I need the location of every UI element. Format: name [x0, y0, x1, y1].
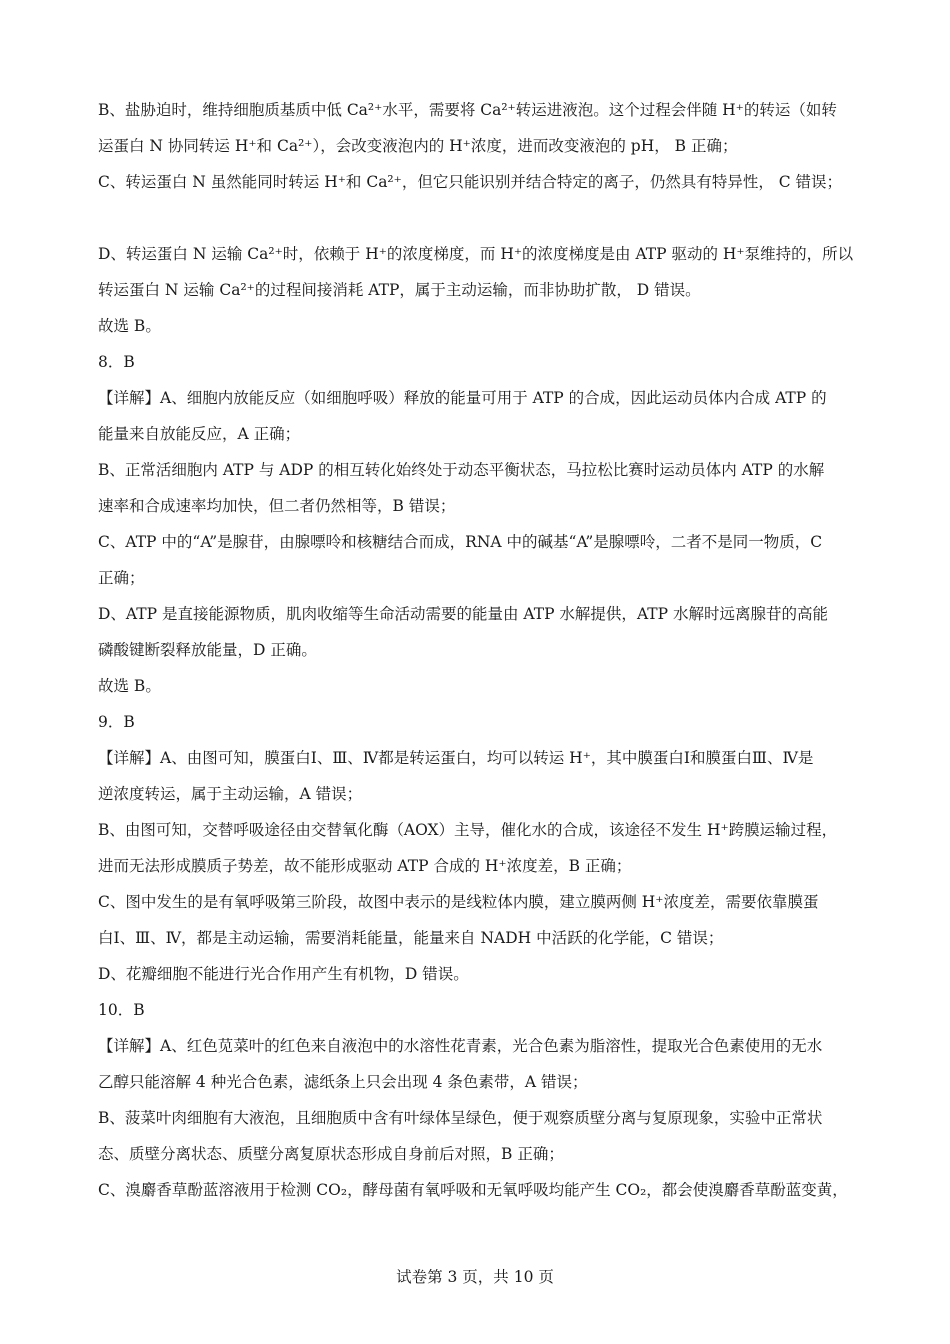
text-line: D、转运蛋白 N 运输 Ca²⁺时，依赖于 H⁺的浓度梯度，而 H⁺的浓度梯度是由 ATP 驱动的 H⁺泵维持的，所以	[98, 245, 854, 263]
text-line: 速率和合成速率均加快，但二者仍然相等，B 错误；	[98, 497, 456, 515]
text-line: 【详解】A、由图可知，膜蛋白Ⅰ、Ⅲ、Ⅳ都是转运蛋白，均可以转运 H⁺，其中膜蛋白Ⅰ和膜蛋白Ⅲ、Ⅳ是	[98, 749, 814, 767]
text-line: 正确；	[98, 569, 145, 587]
text-line: 磷酸键断裂释放能量，D 正确。	[98, 641, 317, 659]
text-line: 【详解】A、红色苋菜叶的红色来自液泡中的水溶性花青素，光合色素为脂溶性，提取光合色素使用的无水	[98, 1037, 823, 1055]
question-number: 10．B	[98, 1001, 145, 1019]
text-line: C、转运蛋白 N 虽然能同时转运 H⁺和 Ca²⁺，但它只能识别并结合特定的离子，仍然具有特异性， C 错误；	[98, 173, 843, 191]
text-line: 态、质壁分离状态、质壁分离复原状态形成自身前后对照，B 正确；	[98, 1145, 564, 1163]
text-line: B、菠菜叶肉细胞有大液泡，且细胞质中含有叶绿体呈绿色，便于观察质壁分离与复原现象，实验中正常状	[98, 1109, 823, 1127]
question-number: 8．B	[98, 353, 135, 371]
text-line: B、正常活细胞内 ATP 与 ADP 的相互转化始终处于动态平衡状态，马拉松比赛时运动员体内 ATP 的水解	[98, 461, 825, 479]
text-line: 故选 B。	[98, 677, 161, 695]
question-number: 9．B	[98, 713, 135, 731]
text-line: 逆浓度转运，属于主动运输，A 错误；	[98, 785, 363, 803]
text-line: B、由图可知，交替呼吸途径由交替氧化酶（AOX）主导，催化水的合成，该途径不发生 H⁺跨膜运输过程，	[98, 821, 838, 839]
text-line: B、盐胁迫时，维持细胞质基质中低 Ca²⁺水平，需要将 Ca²⁺转运进液泡。这个过程会伴随 H⁺的转运（如转	[98, 101, 837, 119]
text-line: 转运蛋白 N 运输 Ca²⁺的过程间接消耗 ATP，属于主动运输，而非协助扩散， D 错误。	[98, 281, 701, 299]
text-line: D、花瓣细胞不能进行光合作用产生有机物，D 错误。	[98, 965, 469, 983]
text-line: C、溴麝香草酚蓝溶液用于检测 CO₂，酵母菌有氧呼吸和无氧呼吸均能产生 CO₂，都会使溴麝香草酚蓝变黄，	[98, 1181, 848, 1199]
answer-text	[98, 92, 858, 1208]
text-line: 能量来自放能反应，A 正确；	[98, 425, 301, 443]
text-line: 故选 B。	[98, 317, 161, 335]
text-line: D、ATP 是直接能源物质，肌肉收缩等生命活动需要的能量由 ATP 水解提供，ATP 水解时远离腺苷的高能	[98, 605, 828, 623]
text-line: 运蛋白 N 协同转运 H⁺和 Ca²⁺），会改变液泡内的 H⁺浓度，进而改变液泡的 pH， B 正确；	[98, 137, 738, 155]
page-footer: 试卷第 3 页，共 10 页	[396, 1268, 554, 1286]
text-line: C、ATP 中的“A”是腺苷，由腺嘌呤和核糖结合而成，RNA 中的碱基“A”是腺嘌呤，二者不是同一物质，C	[98, 533, 823, 551]
text-line: 进而无法形成膜质子势差，故不能形成驱动 ATP 合成的 H⁺浓度差，B 正确；	[98, 857, 632, 875]
text-line: 乙醇只能溶解 4 种光合色素，滤纸条上只会出现 4 条色素带，A 错误；	[98, 1073, 588, 1091]
text-line: C、图中发生的是有氧呼吸第三阶段，故图中表示的是线粒体内膜，建立膜两侧 H⁺浓度差，需要依靠膜蛋	[98, 893, 819, 911]
text-line: 白Ⅰ、Ⅲ、Ⅳ，都是主动运输，需要消耗能量，能量来自 NADH 中活跃的化学能，C 错误；	[98, 929, 724, 947]
text-line: 【详解】A、细胞内放能反应（如细胞呼吸）释放的能量可用于 ATP 的合成，因此运动员体内合成 ATP 的	[98, 389, 827, 407]
